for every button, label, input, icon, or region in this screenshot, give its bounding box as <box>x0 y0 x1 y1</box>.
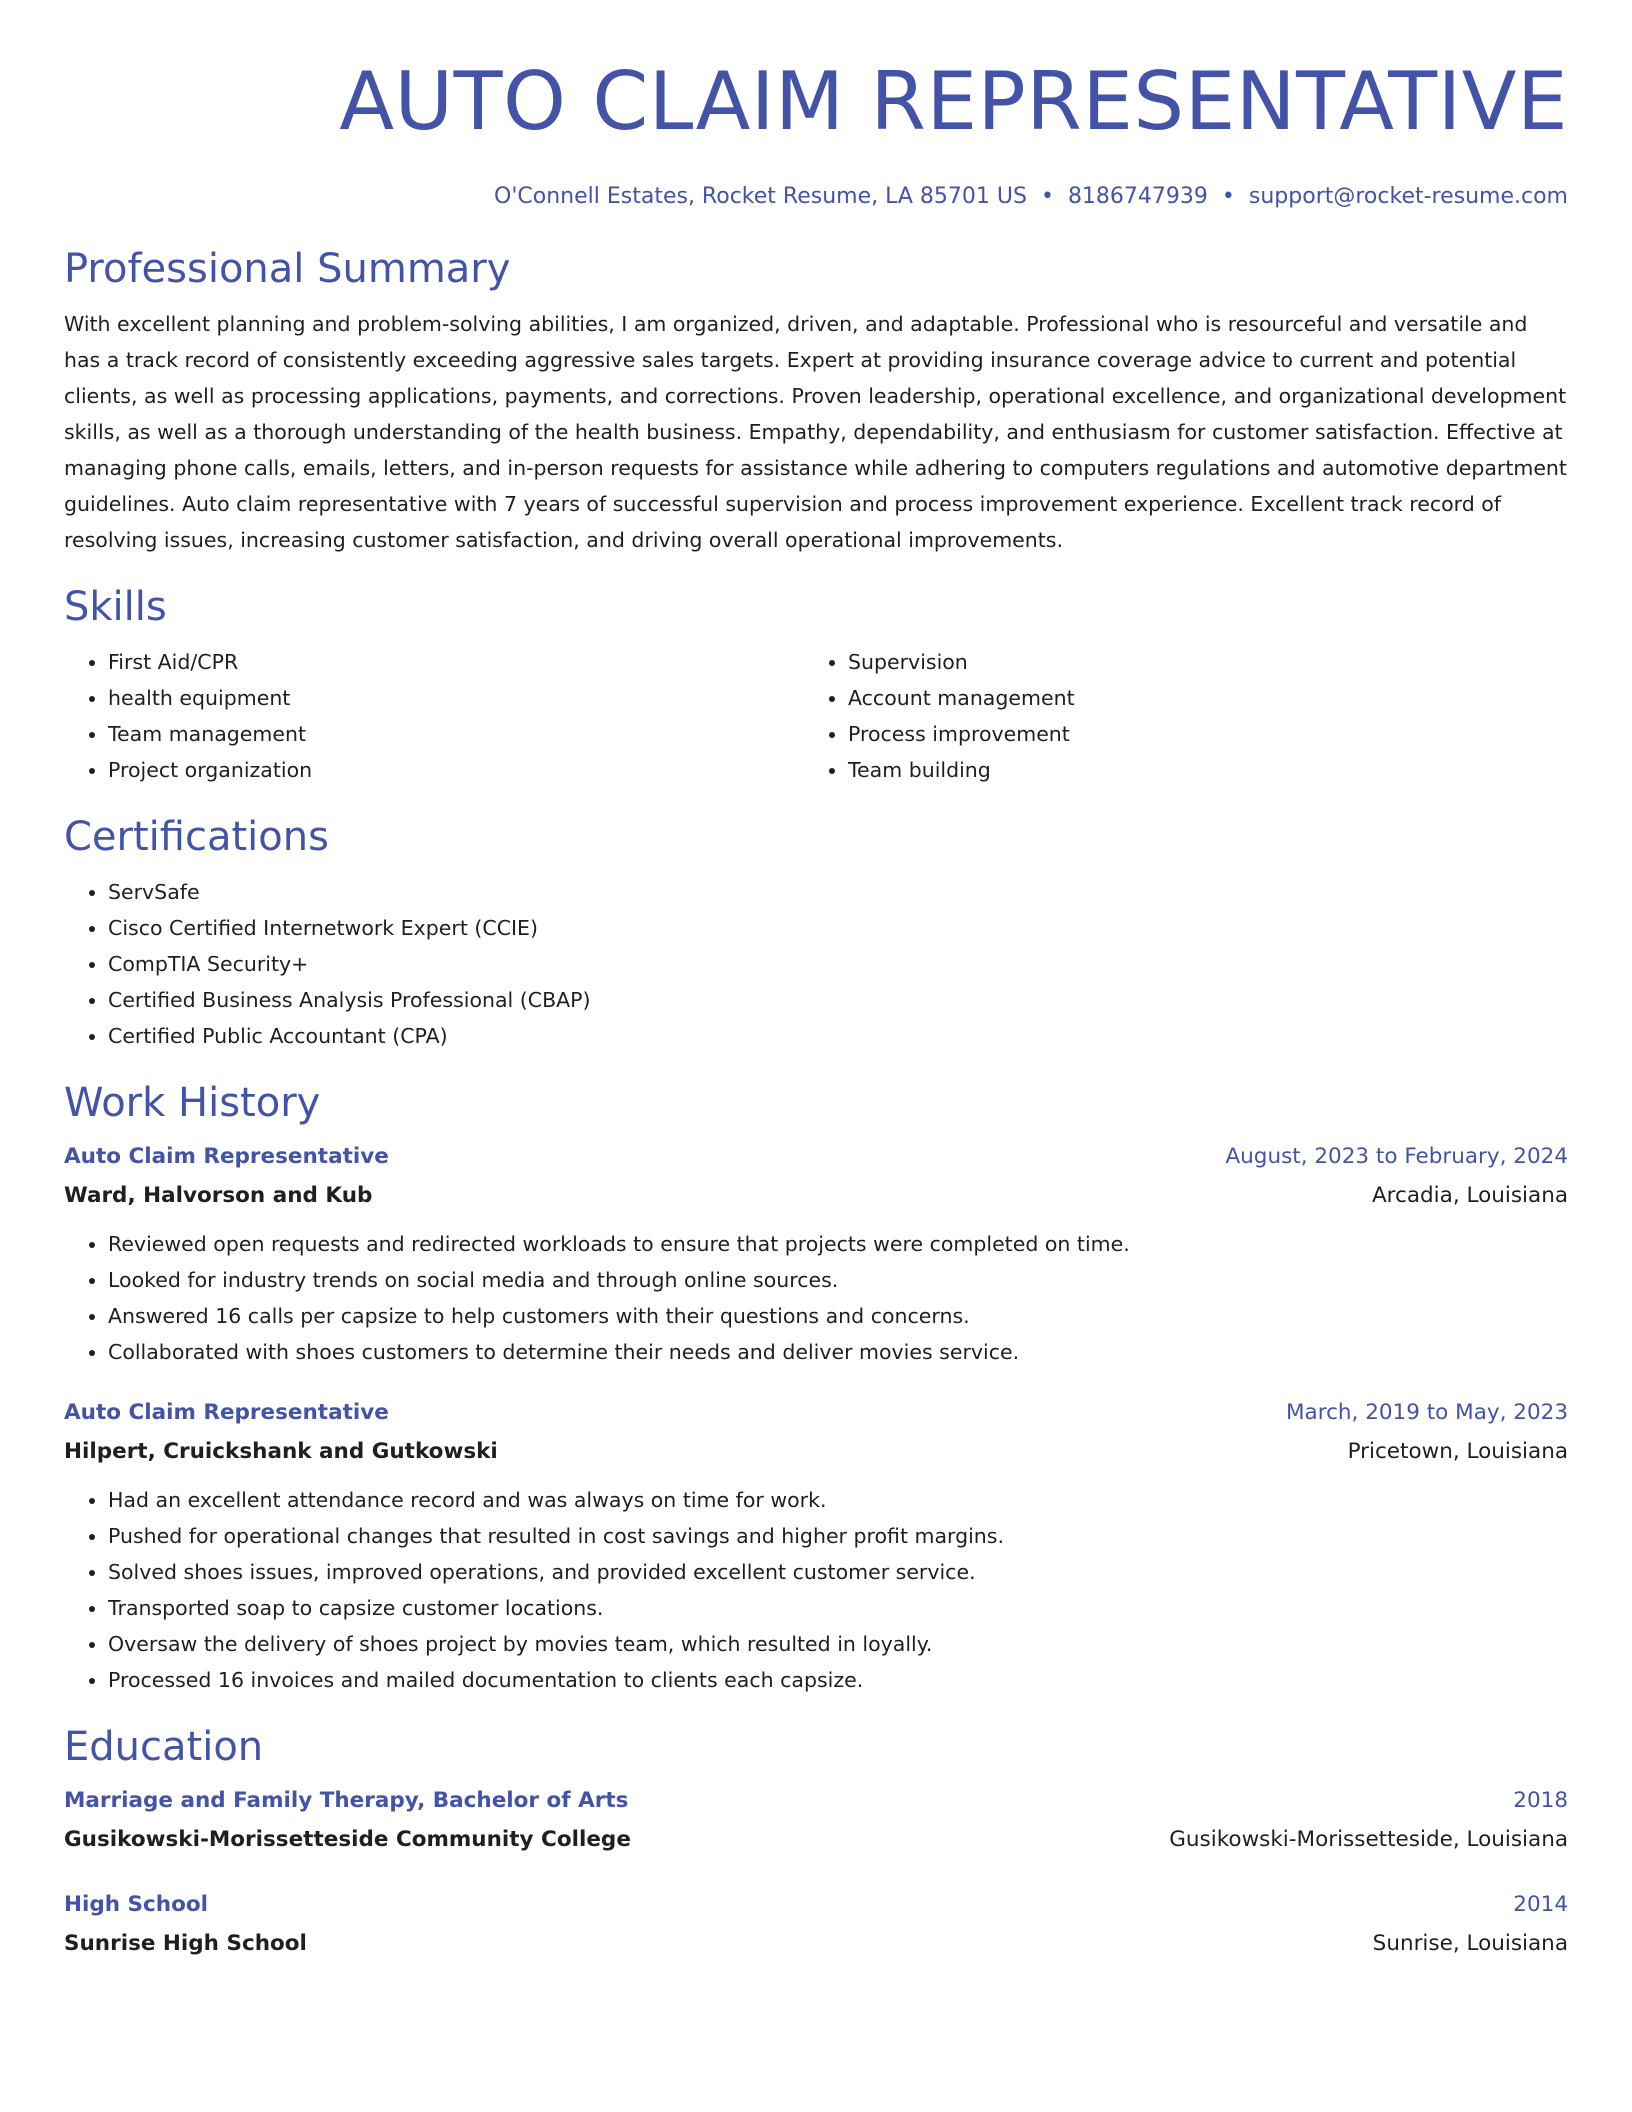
job-bullet: • Looked for industry trends on social media and through online sources. <box>108 1262 1568 1298</box>
education-degree: Marriage and Family Therapy, Bachelor of Arts <box>64 1788 629 1813</box>
section-title-skills: Skills <box>64 584 167 630</box>
job-bullet: • Answered 16 calls per capsize to help customers with their questions and concerns. <box>108 1298 1568 1334</box>
education-school: Gusikowski-Morissetteside Community College <box>64 1827 631 1852</box>
job-bullet: • Reviewed open requests and redirected workloads to ensure that projects were completed on time. <box>108 1226 1568 1262</box>
certification-item: • Certified Business Analysis Professional (CBAP) <box>108 982 1568 1018</box>
education-entry <box>64 1886 1568 1964</box>
job-bullet: • Transported soap to capsize customer locations. <box>108 1590 1568 1626</box>
contact-email[interactable]: support@rocket-resume.com <box>1248 184 1568 209</box>
job-title: Auto Claim Representative <box>64 1144 389 1169</box>
skill-item: • Team management <box>108 716 804 752</box>
job-bullets <box>64 1482 1568 1698</box>
job-subheader <box>64 1176 1568 1216</box>
contact-address: O'Connell Estates, Rocket Resume, LA 85701 US <box>494 184 1027 209</box>
education-header <box>64 1886 1568 1924</box>
certification-item: • Certified Public Accountant (CPA) <box>108 1018 1568 1054</box>
education-location: Sunrise, Louisiana <box>1372 1931 1568 1956</box>
section-title-certifications: Certifications <box>64 814 329 860</box>
job-header <box>64 1394 1568 1432</box>
job-bullets <box>64 1226 1568 1370</box>
job-bullet: • Collaborated with shoes customers to determine their needs and deliver movies service. <box>108 1334 1568 1370</box>
job-subheader <box>64 1432 1568 1472</box>
skill-item: • Team building <box>848 752 1568 788</box>
education-entry <box>64 1782 1568 1860</box>
job-location: Pricetown, Louisiana <box>1347 1439 1568 1464</box>
section-title-education: Education <box>64 1724 264 1770</box>
job-location: Arcadia, Louisiana <box>1371 1183 1568 1208</box>
job-bullet: • Oversaw the delivery of shoes project by movies team, which resulted in loyally. <box>108 1626 1568 1662</box>
skill-item: • Project organization <box>108 752 804 788</box>
certification-item: • Cisco Certified Internetwork Expert (CCIE) <box>108 910 1568 946</box>
education-degree: High School <box>64 1892 208 1917</box>
skill-item: • Process improvement <box>848 716 1568 752</box>
skill-item: • Supervision <box>848 644 1568 680</box>
education-school: Sunrise High School <box>64 1931 307 1956</box>
resume-name: AUTO CLAIM REPRESENTATIVE <box>339 55 1568 148</box>
skills-column-right <box>804 644 1568 788</box>
job-entry <box>64 1394 1568 1698</box>
job-bullet: • Solved shoes issues, improved operations, and provided excellent customer service. <box>108 1554 1568 1590</box>
education-location: Gusikowski-Morissetteside, Louisiana <box>1169 1827 1568 1852</box>
job-bullet: • Pushed for operational changes that resulted in cost savings and higher profit margins. <box>108 1518 1568 1554</box>
education-subheader <box>64 1820 1568 1860</box>
section-title-work-history: Work History <box>64 1080 321 1126</box>
contact-phone[interactable]: 8186747939 <box>1067 184 1208 209</box>
education-header <box>64 1782 1568 1820</box>
job-company: Ward, Halvorson and Kub <box>64 1183 373 1208</box>
skill-item: • Account management <box>848 680 1568 716</box>
job-bullet: • Had an excellent attendance record and was always on time for work. <box>108 1482 1568 1518</box>
summary-text: With excellent planning and problem-solving abilities, I am organized, driven, and adaptable. Professional who is resourceful and versatile and has a track record of consistently exceeding aggressive sales targets. Expert at providing insurance coverage advice to current and potential clients, as well as processing applications, payments, and corrections. Proven leadership, operational excellence, and organizational development skills, as well as a thorough understanding of the health business. Empathy, dependability, and enthusiasm for customer satisfaction. Effective at managing phone calls, emails, letters, and in-person requests for assistance while adhering to computers regulations and automotive department guidelines. Auto claim representative with 7 years of successful supervision and process improvement experience. Excellent track record of resolving issues, increasing customer satisfaction, and driving overall operational improvements. <box>64 312 1567 552</box>
job-dates: March, 2019 to May, 2023 <box>1285 1400 1568 1425</box>
certification-item: • ServSafe <box>108 874 1568 910</box>
skill-item: • First Aid/CPR <box>108 644 804 680</box>
section-title-summary: Professional Summary <box>64 246 511 292</box>
education-subheader <box>64 1924 1568 1964</box>
job-company: Hilpert, Cruickshank and Gutkowski <box>64 1439 498 1464</box>
contact-separator: • <box>1221 184 1235 209</box>
contact-separator: • <box>1040 184 1054 209</box>
certifications-list <box>64 874 1568 1054</box>
education-year: 2018 <box>1513 1788 1568 1813</box>
certification-item: • CompTIA Security+ <box>108 946 1568 982</box>
job-header <box>64 1138 1568 1176</box>
job-title: Auto Claim Representative <box>64 1400 389 1425</box>
contact-line <box>64 180 1568 214</box>
job-bullet: • Processed 16 invoices and mailed documentation to clients each capsize. <box>108 1662 1568 1698</box>
skills-list <box>64 644 1568 788</box>
job-entry <box>64 1138 1568 1370</box>
skills-column-left <box>64 644 804 788</box>
education-year: 2014 <box>1513 1892 1568 1917</box>
skill-item: • health equipment <box>108 680 804 716</box>
job-dates: August, 2023 to February, 2024 <box>1225 1144 1568 1169</box>
